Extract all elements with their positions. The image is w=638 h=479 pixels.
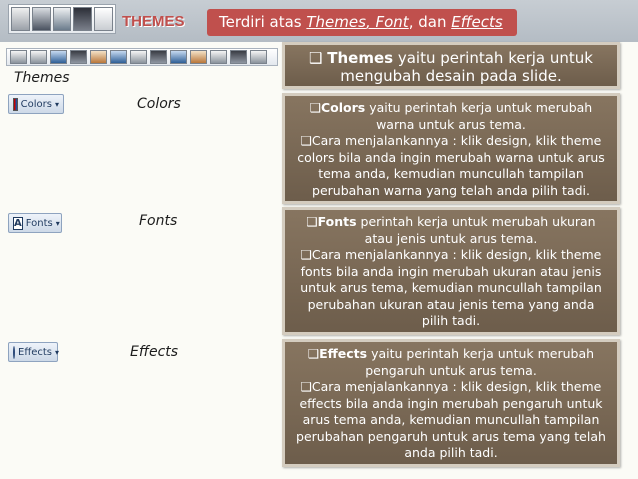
- bullet-icon: ❑: [309, 100, 321, 115]
- gallery-theme-thumbnail[interactable]: [170, 50, 187, 64]
- subtitle-themes: Themes: [306, 13, 366, 31]
- gallery-theme-thumbnail[interactable]: [30, 50, 47, 64]
- theme-thumbnail[interactable]: [53, 7, 72, 31]
- theme-thumbnail[interactable]: [32, 7, 51, 31]
- gallery-theme-thumbnail[interactable]: [130, 50, 147, 64]
- themes-text: yaitu perintah kerja untuk mengubah desain pada slide.: [340, 49, 593, 85]
- colors-keyword: Colors: [320, 100, 366, 115]
- effects-instructions: ❑Cara menjalankannya : klik design, klik theme effects bila anda ingin merubah pengaruh untuk arus tema anda, kemudian muncullah tampilan perubahan pengaruh untuk arus tema yang telah anda pilih tadi.: [296, 379, 606, 460]
- fonts-label: Fonts: [139, 213, 178, 229]
- subtitle-effects: Effects: [451, 13, 503, 31]
- chevron-down-icon: ▾: [55, 347, 60, 357]
- subtitle-banner: [207, 9, 517, 36]
- top-ribbon-bar: [0, 0, 638, 42]
- gallery-theme-thumbnail[interactable]: [10, 50, 27, 64]
- gallery-theme-thumbnail[interactable]: [110, 50, 127, 64]
- colors-definition-text: yaitu perintah kerja untuk merubah warna untuk arus tema.: [365, 100, 593, 132]
- colors-label: Colors: [137, 96, 181, 112]
- gallery-theme-thumbnail[interactable]: [150, 50, 167, 64]
- gallery-theme-thumbnail[interactable]: [230, 50, 247, 64]
- bullet-icon: ❑: [309, 49, 323, 67]
- subtitle-sep: ,: [365, 13, 376, 31]
- subtitle-dan: , dan: [408, 13, 452, 31]
- chevron-down-icon: ▾: [55, 218, 60, 228]
- colors-icon: [13, 98, 18, 111]
- bullet-icon: ❑: [306, 214, 318, 229]
- colors-definition: [293, 100, 609, 133]
- gallery-theme-thumbnail[interactable]: [210, 50, 227, 64]
- themes-keyword: Themes: [327, 49, 394, 67]
- colors-instructions: ❑Cara menjalankannya : klik design, klik theme colors bila anda ingin merubah warna untuk arus tema anda, kemudian muncullah tampilan perubahan warna yang telah anda pilih tadi.: [297, 133, 605, 198]
- fonts-definition-text: perintah kerja untuk merubah ukuran atau jenis untuk arus tema.: [356, 214, 596, 246]
- themes-gallery[interactable]: [6, 48, 278, 66]
- subtitle-font: Font: [375, 13, 409, 31]
- colors-button-label: Colors: [20, 98, 52, 110]
- theme-thumbnails-strip[interactable]: [8, 4, 116, 34]
- effects-button[interactable]: [8, 342, 58, 362]
- themes-description-box: [282, 42, 620, 89]
- fonts-keyword: Fonts: [317, 214, 357, 229]
- subtitle-prefix: Terdiri atas: [219, 13, 307, 31]
- effects-label: Effects: [130, 344, 179, 360]
- effects-definition: [293, 346, 609, 379]
- theme-thumbnail[interactable]: [11, 7, 30, 31]
- effects-button-label: Effects: [18, 346, 52, 358]
- gallery-theme-thumbnail[interactable]: [70, 50, 87, 64]
- gallery-theme-thumbnail[interactable]: [50, 50, 67, 64]
- theme-thumbnail[interactable]: [94, 7, 113, 31]
- gallery-theme-thumbnail[interactable]: [90, 50, 107, 64]
- themes-description: [295, 50, 607, 85]
- colors-description-box: [282, 93, 620, 204]
- chevron-down-icon: ▾: [54, 99, 59, 109]
- effects-icon: [13, 346, 15, 359]
- page-title: THEMES: [122, 13, 185, 30]
- effects-description-box: [282, 339, 620, 467]
- fonts-button[interactable]: [8, 213, 62, 233]
- fonts-instructions: ❑Cara menjalankannya : klik design, klik theme fonts bila anda ingin merubah ukuran atau jenis untuk arus tema, kemudian muncullah tampilan perubahan ukuran atau jenis tema yang anda pilih tadi.: [300, 247, 602, 328]
- fonts-icon: A: [14, 217, 22, 229]
- gallery-theme-thumbnail[interactable]: [250, 50, 267, 64]
- bullet-icon: ❑: [307, 346, 320, 361]
- fonts-button-label: Fonts: [25, 217, 53, 229]
- colors-button[interactable]: [8, 94, 64, 114]
- fonts-description-box: [282, 207, 620, 335]
- effects-definition-text: yaitu perintah kerja untuk merubah pengaruh untuk arus tema.: [365, 346, 595, 378]
- theme-thumbnail[interactable]: [73, 7, 92, 31]
- effects-keyword: Effects: [319, 346, 368, 361]
- themes-label: Themes: [14, 70, 70, 86]
- fonts-definition: [293, 214, 609, 247]
- gallery-theme-thumbnail[interactable]: [190, 50, 207, 64]
